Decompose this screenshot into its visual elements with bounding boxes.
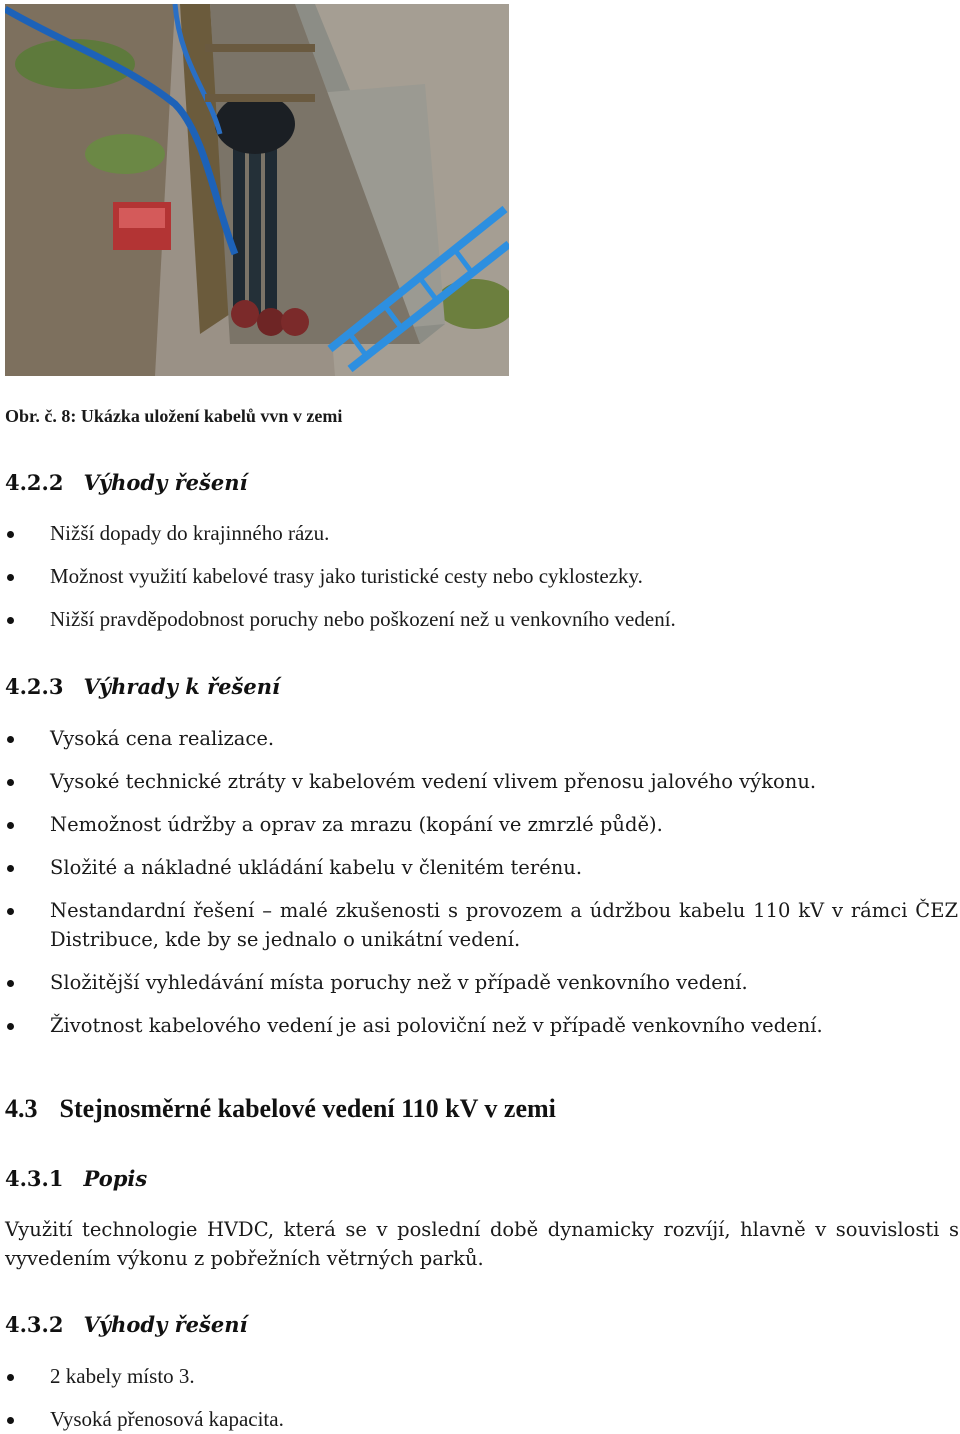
- section-number: 4.2.2: [5, 470, 64, 495]
- list-item: Nestandardní řešení – malé zkušenosti s provozem a údržbou kabelu 110 kV v rámci ČEZ Distribuce, kde by se jednalo o unikátní vedení.: [0, 896, 960, 954]
- list-item: Nemožnost údržby a oprav za mrazu (kopání ve zmrzlé půdě).: [0, 810, 960, 839]
- heading-4-3-1: [5, 1166, 147, 1191]
- list-item: Vysoká přenosová kapacita.: [0, 1405, 960, 1434]
- heading-4-3-2: [5, 1312, 247, 1337]
- list-item: Složitější vyhledávání místa poruchy než v případě venkovního vedení.: [0, 968, 960, 997]
- section-number: 4.3.2: [5, 1312, 64, 1337]
- hvdc-advantages-list: [0, 1362, 960, 1434]
- section-title: Výhody řešení: [83, 1312, 248, 1337]
- list-item: Nižší dopady do krajinného rázu.: [0, 519, 960, 548]
- heading-4-2-3: [5, 674, 280, 699]
- cable-trench-illustration: [5, 4, 509, 376]
- cable-trench-photo: [5, 4, 509, 376]
- advantages-list: [0, 519, 960, 634]
- section-number: 4.3: [5, 1094, 38, 1123]
- list-item: Vysoká cena realizace.: [0, 724, 960, 753]
- reservations-list: [0, 724, 960, 1040]
- section-title: Stejnosměrné kabelové vedení 110 kV v zemi: [59, 1094, 556, 1123]
- section-number: 4.3.1: [5, 1166, 64, 1191]
- list-item: 2 kabely místo 3.: [0, 1362, 960, 1391]
- list-item: Možnost využití kabelové trasy jako turistické cesty nebo cyklostezky.: [0, 562, 960, 591]
- heading-4-3: [5, 1094, 556, 1124]
- list-item: Složité a nákladné ukládání kabelu v členitém terénu.: [0, 853, 960, 882]
- section-number: 4.2.3: [5, 674, 64, 699]
- section-title: Výhody řešení: [83, 470, 248, 495]
- section-title: Výhrady k řešení: [83, 674, 280, 699]
- list-item: Nižší pravděpodobnost poruchy nebo poškození než u venkovního vedení.: [0, 605, 960, 634]
- description-paragraph: Využití technologie HVDC, která se v poslední době dynamicky rozvíjí, hlavně v souvislosti s vyvedením výkonu z pobřežních větrných parků.: [5, 1218, 959, 1270]
- list-item: Vysoké technické ztráty v kabelovém vedení vlivem přenosu jalového výkonu.: [0, 767, 960, 796]
- figure-caption: Obr. č. 8: Ukázka uložení kabelů vvn v zemi: [5, 406, 343, 426]
- section-title: Popis: [83, 1166, 148, 1191]
- list-item: Životnost kabelového vedení je asi poloviční než v případě venkovního vedení.: [0, 1011, 960, 1040]
- heading-4-2-2: [5, 470, 247, 495]
